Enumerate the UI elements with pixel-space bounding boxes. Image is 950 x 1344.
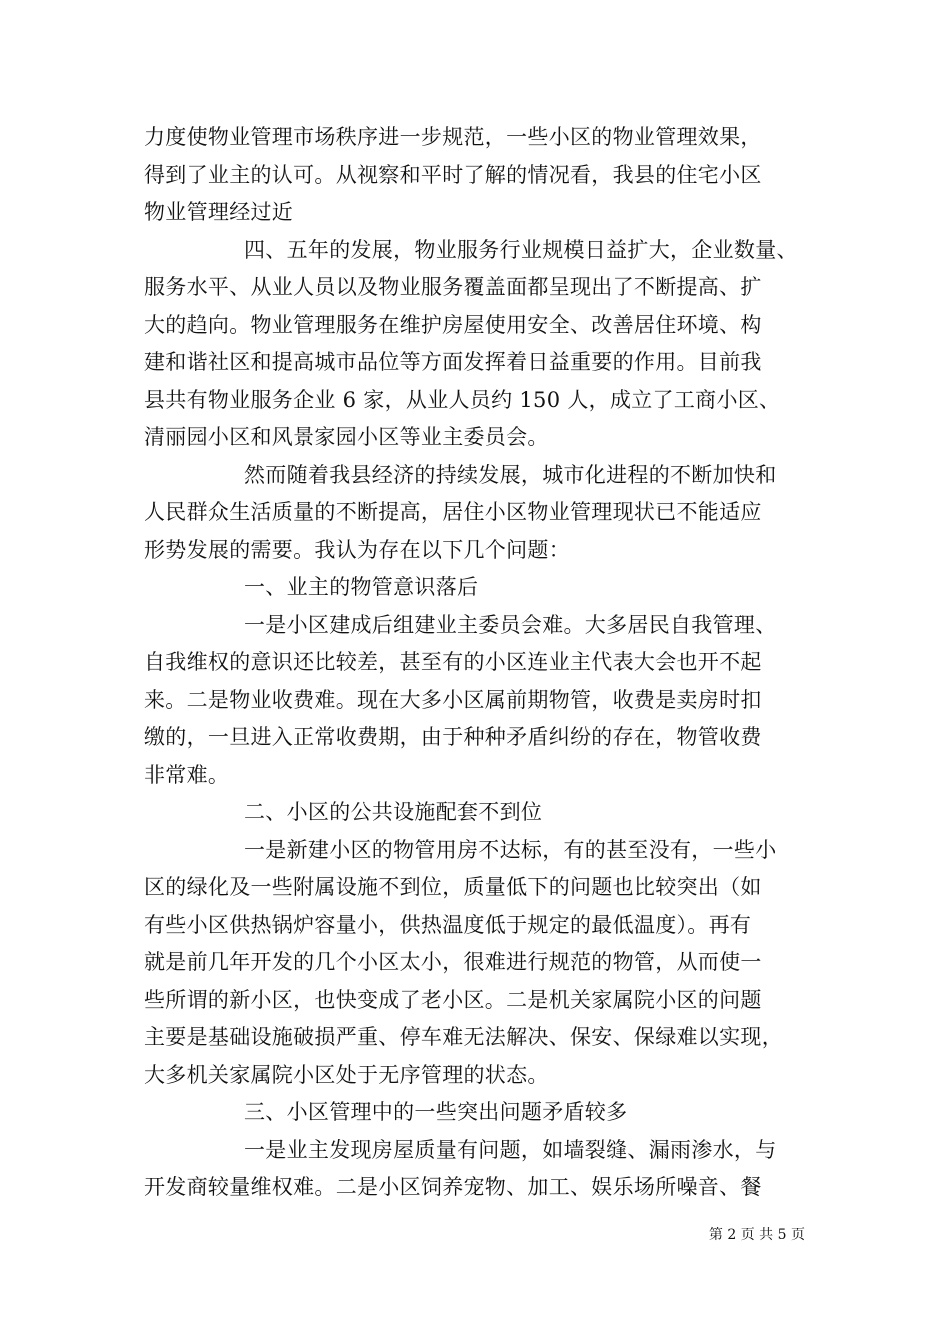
- text-line: 缴的，一旦进入正常收费期，由于种种矛盾纠纷的存在，物管收费: [144, 725, 762, 749]
- text-line: 三、小区管理中的一些突出问题矛盾较多: [244, 1100, 628, 1124]
- text-line: 大的趋向。物业管理服务在维护房屋使用安全、改善居住环境、构: [144, 312, 762, 337]
- text-line: 得到了业主的认可。从视察和平时了解的情况看，我县的住宅小区: [144, 162, 762, 187]
- text-line: 来。二是物业收费难。现在大多小区属前期物管，收费是卖房时扣: [144, 687, 762, 712]
- text-line: 自我维权的意识还比较差，甚至有的小区连业主代表大会也开不起: [144, 650, 762, 674]
- text-line: 县共有物业服务企业 6 家，从业人员约 150 人，成立了工商小区、: [144, 387, 781, 412]
- text-line: 一、业主的物管意识落后: [244, 575, 479, 599]
- text-line: 开发商较量维权难。二是小区饲养宠物、加工、娱乐场所噪音、餐: [144, 1175, 762, 1199]
- text-line: 建和谐社区和提高城市品位等方面发挥着日益重要的作用。目前我: [144, 350, 762, 374]
- page-number: 第 2 页 共 5 页: [708, 1227, 805, 1243]
- text-line: 二、小区的公共设施配套不到位: [244, 800, 543, 824]
- document-body: [144, 119, 808, 1207]
- text-line: 一是新建小区的物管用房不达标，有的甚至没有，一些小: [244, 837, 777, 862]
- text-line: 些所谓的新小区，也快变成了老小区。二是机关家属院小区的问题: [144, 987, 762, 1012]
- text-line: 物业管理经过近: [144, 200, 294, 224]
- text-line: 四、五年的发展，物业服务行业规模日益扩大，企业数量、: [244, 237, 798, 262]
- text-line: 有些小区供热锅炉容量小，供热温度低于规定的最低温度）。再有: [144, 912, 752, 937]
- text-line: 大多机关家属院小区处于无序管理的状态。: [144, 1062, 549, 1087]
- text-line: 主要是基础设施破损严重、停车难无法解决、保安、保绿难以实现，: [144, 1025, 783, 1049]
- text-line: 非常难。: [144, 762, 230, 787]
- text-line: 清丽园小区和风景家园小区等业主委员会。: [144, 425, 549, 449]
- text-line: 就是前几年开发的几个小区太小，很难进行规范的物管，从而使一: [144, 950, 762, 974]
- text-line: 服务水平、从业人员以及物业服务覆盖面都呈现出了不断提高、扩: [144, 275, 762, 299]
- text-line: 一是业主发现房屋质量有问题，如墙裂缝、漏雨渗水，与: [244, 1137, 777, 1162]
- text-line: 一是小区建成后组建业主委员会难。大多居民自我管理、: [244, 612, 777, 637]
- text-line: 人民群众生活质量的不断提高，居住小区物业管理现状已不能适应: [144, 500, 762, 524]
- text-line: 力度使物业管理市场秩序进一步规范，一些小区的物业管理效果，: [144, 125, 762, 149]
- text-line: 形势发展的需要。我认为存在以下几个问题：: [144, 537, 570, 562]
- text-line: 然而随着我县经济的持续发展，城市化进程的不断加快和: [244, 462, 777, 487]
- text-line: 区的绿化及一些附属设施不到位，质量低下的问题也比较突出（如: [144, 875, 762, 899]
